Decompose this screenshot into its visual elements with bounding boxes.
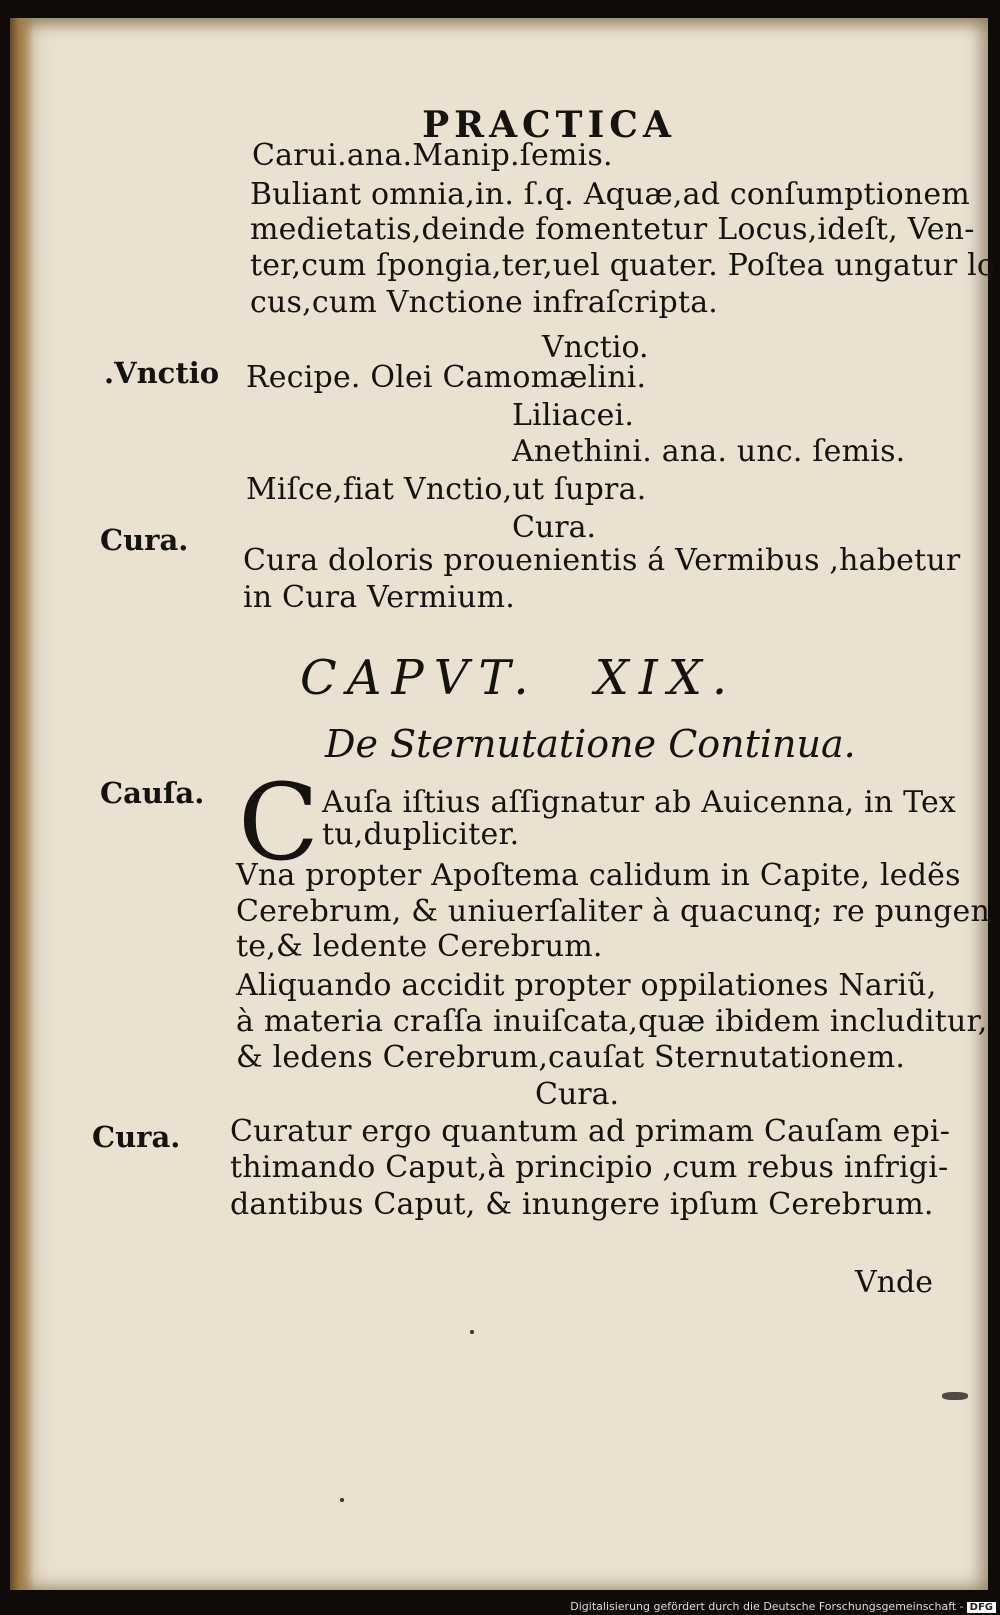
chapter-number: XIX. — [594, 650, 738, 706]
ink-speck — [470, 1330, 474, 1334]
text-line: thimando Caput,à principio ,cum rebus infrigi- — [230, 1150, 949, 1185]
text-line: Buliant omnia,in. ſ.q. Aquæ,ad conſumptionem — [250, 177, 970, 212]
text-line: ter,cum ſpongia,ter,uel quater. Poſtea ungatur lo — [250, 248, 996, 283]
margin-note: Cauſa. — [100, 776, 205, 810]
digitization-footer — [570, 1600, 996, 1613]
text-line: tu,dupliciter. — [322, 817, 520, 852]
text-line: Anethini. ana. unc. ſemis. — [512, 434, 906, 469]
dfg-logo: DFG — [967, 1602, 996, 1613]
footer-text: Digitalisierung gefördert durch die Deutsche Forschungsgemeinschaft - — [570, 1600, 964, 1613]
text-line: à materia craſſa inuiſcata,quæ ibidem includitur, — [236, 1004, 988, 1039]
running-head: PRACTICA — [422, 104, 676, 146]
ink-speck — [340, 1498, 344, 1502]
section-heading: Cura. — [512, 510, 597, 545]
text-line: cus,cum Vnctione infraſcripta. — [250, 285, 719, 320]
ink-stain — [942, 1392, 968, 1400]
text-line: Vna propter Apoſtema calidum in Capite, ledẽs — [236, 858, 961, 893]
text-line: medietatis,deinde fomentetur Locus,ideſt, Ven- — [250, 212, 975, 247]
text-line: Aliquando accidit propter oppilationes Nariũ, — [236, 968, 937, 1003]
margin-note: Cura. — [100, 523, 189, 557]
text-line: in Cura Vermium. — [243, 580, 516, 615]
chapter-title: De Sternutatione Continua. — [325, 722, 856, 766]
text-line: Miſce,fiat Vnctio,ut ſupra. — [246, 472, 647, 507]
catchword: Vnde — [855, 1265, 933, 1300]
section-heading: Cura. — [535, 1077, 620, 1112]
page-gutter — [10, 18, 34, 1590]
margin-note: .Vnctio — [104, 356, 220, 390]
section-heading: Vnctio. — [542, 330, 649, 365]
chapter-word: CAPVT. — [300, 650, 539, 706]
text-line: & ledens Cerebrum,cauſat Sternutationem. — [236, 1040, 906, 1075]
drop-cap: C — [238, 761, 320, 884]
text-line: Curatur ergo quantum ad primam Cauſam epi- — [230, 1114, 951, 1149]
margin-note: Cura. — [92, 1120, 181, 1154]
text-line: Carui.ana.Manip.ſemis. — [252, 138, 613, 173]
text-line: Auſa iſtius aſſignatur ab Auicenna, in Tex — [322, 785, 957, 820]
text-line: te,& ledente Cerebrum. — [236, 929, 603, 964]
text-line: Cerebrum, & uniuerſaliter à quacunq; re pungen — [236, 894, 991, 929]
text-line: Liliacei. — [512, 398, 635, 433]
text-line: Cura doloris prouenientis á Vermibus ,habetur — [243, 543, 961, 578]
chapter-heading — [300, 650, 737, 706]
text-line: dantibus Caput, & inungere ipſum Cerebrum. — [230, 1187, 934, 1222]
text-line: Recipe. Olei Camomælini. — [246, 360, 647, 395]
